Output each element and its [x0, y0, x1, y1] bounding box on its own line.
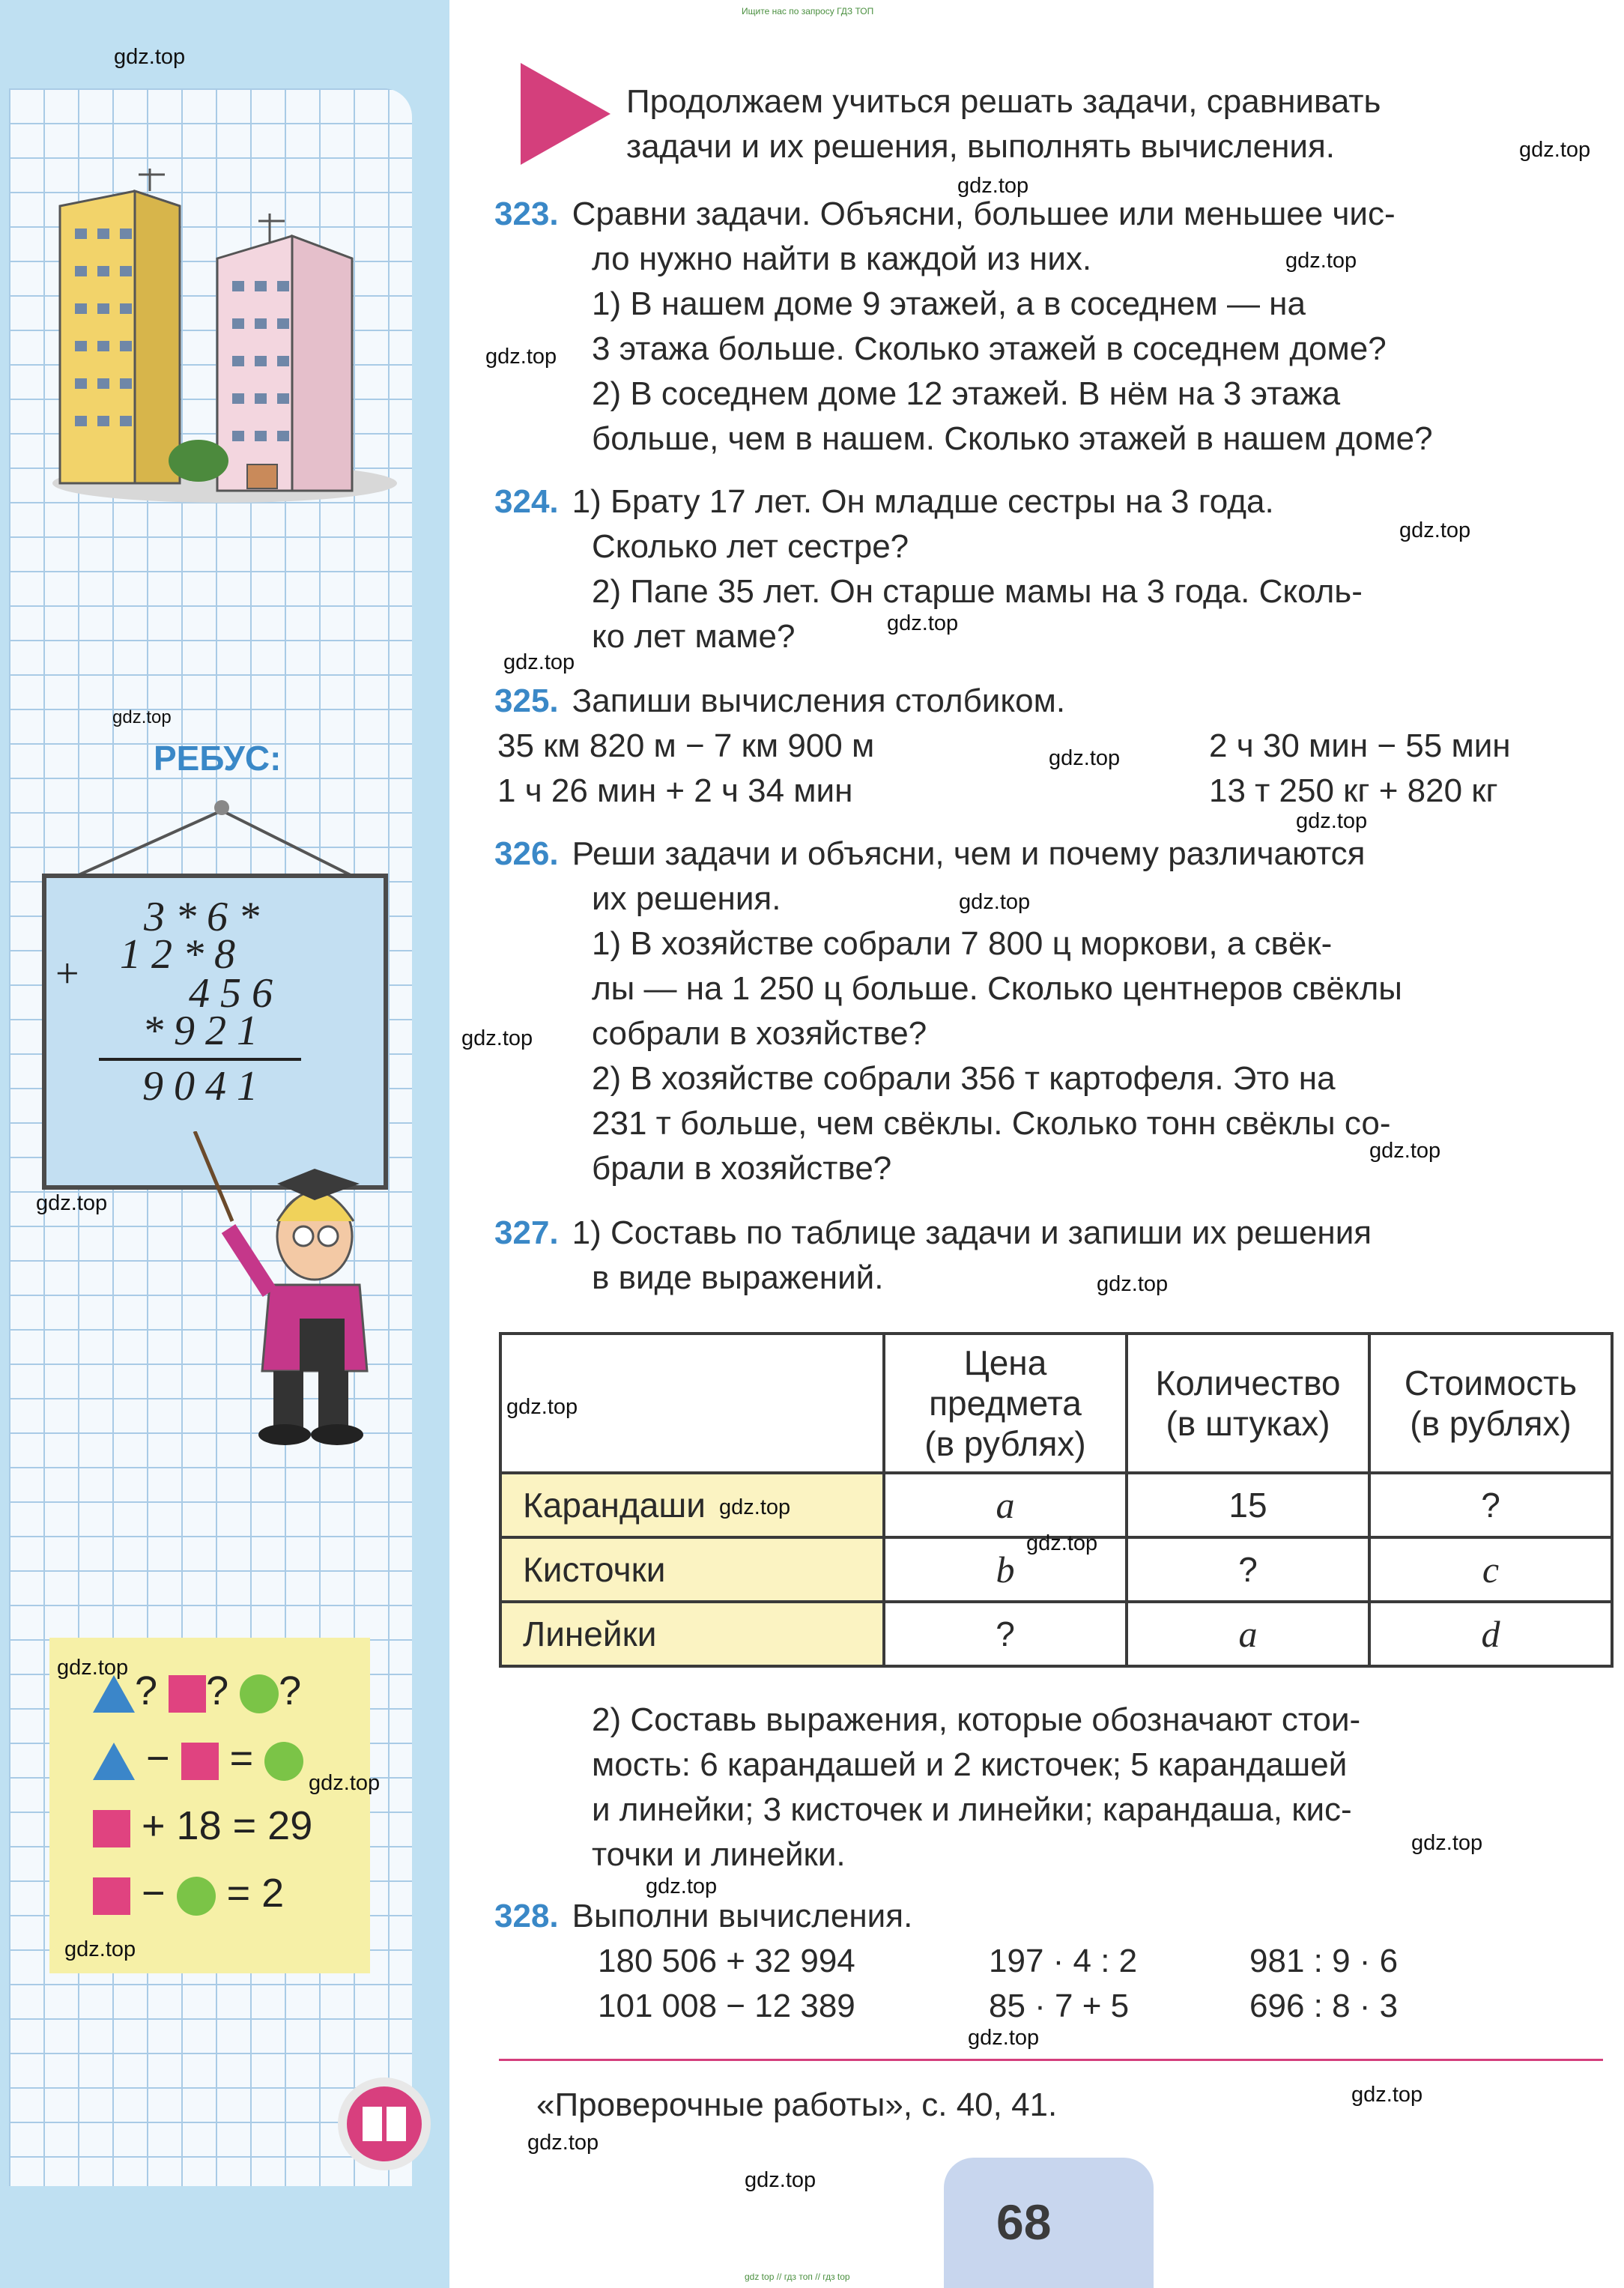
footer-reference: «Проверочные работы», с. 40, 41.: [536, 2086, 1058, 2123]
watermark: gdz.top: [968, 2026, 1040, 2050]
task-327-part2: 2) Составь выражения, которые обозначают стои- мость: 6 карандашей и 2 кисточек; 5 карандашей и линейки; 3 кисточек и линейки; карандаша, кис- точки и линейки.: [592, 1701, 1361, 1873]
watermark: gdz.top: [1049, 746, 1121, 770]
footer-divider: [499, 2059, 1603, 2061]
watermark: gdz.top: [57, 1656, 129, 1680]
task-324: 324. 1) Брату 17 лет. Он младше сестры на 3 года. Сколько лет сестре? 2) Папе 35 лет. Он старше мамы на 3 года. Сколь- ко лет маме?: [494, 483, 1363, 655]
square-icon: [169, 1675, 206, 1713]
watermark: gdz.top: [646, 1874, 718, 1898]
book-icon: [336, 2075, 433, 2173]
watermark: gdz.top: [745, 2168, 816, 2192]
sum-line: [99, 1058, 301, 1061]
rebus-row-1: 3*6*: [144, 894, 270, 940]
task-328-col2: 197 · 4 : 2 85 · 7 + 5: [989, 1943, 1138, 2024]
plus-sign: +: [55, 951, 90, 997]
circle-icon: [240, 1674, 279, 1713]
puzzle-row-2: + 18 = 29: [93, 1803, 312, 1849]
watermark: gdz.top: [114, 45, 186, 69]
task-328-col1: 180 506 + 32 994 101 008 − 12 389: [598, 1943, 855, 2024]
rebus-row-2: 12*8: [120, 931, 246, 978]
intro: Продолжаем учиться решать задачи, сравнивать задачи и их решения, выполнять вычисления.: [626, 83, 1381, 165]
table-header-cost: Стоимость (в рублях): [1369, 1334, 1612, 1473]
task-325-col1: 35 км 820 м − 7 км 900 м 1 ч 26 мин + 2 ч 34 мин: [497, 727, 875, 809]
triangle-icon: [93, 1675, 135, 1713]
rebus-row-5: 9041: [142, 1063, 268, 1110]
task-325: 325. Запиши вычисления столбиком.: [494, 683, 1066, 719]
watermark: gdz.top: [309, 1771, 381, 1795]
rebus-row-4: *921: [142, 1008, 268, 1054]
watermark: gdz.top: [503, 650, 575, 674]
watermark: gdz.top: [36, 1191, 108, 1215]
square-icon: [93, 1877, 130, 1915]
table-row: Карандаши a 15 ?: [500, 1473, 1612, 1537]
circle-icon: [177, 1877, 216, 1916]
square-icon: [93, 1810, 130, 1847]
watermark: gdz.top: [957, 174, 1029, 198]
triangle-icon: [93, 1743, 135, 1780]
page-number: 68: [996, 2194, 1052, 2250]
watermark: gdz.top: [1026, 1531, 1098, 1555]
watermark: gdz.top: [1097, 1272, 1169, 1296]
rebus-row-3: 456: [189, 970, 283, 1017]
table-header-price: Цена предмета (в рублях): [884, 1334, 1127, 1473]
watermark: gdz.top: [527, 2131, 599, 2155]
watermark: gdz.top: [1296, 809, 1368, 833]
watermark: gdz.top: [461, 1026, 533, 1050]
price-table: [499, 1332, 1614, 1668]
square-icon: [181, 1743, 219, 1780]
puzzle-row-3: − = 2: [93, 1870, 284, 1916]
shape-puzzle: [49, 1638, 370, 1973]
puzzle-row-question: ? ? ?: [93, 1668, 301, 1714]
table-header-quantity: Количество (в штуках): [1127, 1334, 1369, 1473]
watermark: gdz.top: [485, 345, 557, 369]
task-328: 328. Выполни вычисления.: [494, 1898, 913, 1934]
bottom-note: gdz top // гдз топ // гдз top: [745, 2272, 850, 2282]
task-328-col3: 981 : 9 · 6 696 : 8 · 3: [1249, 1943, 1399, 2024]
watermark: gdz.top: [959, 890, 1031, 914]
task-323: 323. Сравни задачи. Объясни, большее или меньшее чис- ло нужно найти в каждой из них. 1) В нашем доме 9 этажей, а в соседнем — на 3 этажа больше. Сколько этажей в соседнем доме? 2) В соседнем доме 12 этажей. В нём на 3 этажа больше, чем в нашем. Сколько этажей в нашем доме?: [494, 196, 1433, 457]
section-marker-icon: [521, 63, 610, 165]
top-note: Ищите нас по запросу ГДЗ ТОП: [742, 6, 874, 16]
circle-icon: [264, 1742, 303, 1781]
watermark: gdz.top: [1351, 2083, 1423, 2107]
watermark: gdz.top: [887, 611, 959, 635]
watermark: gdz.top: [64, 1937, 136, 1961]
task-327: 327. 1) Составь по таблице задачи и запиши их решения в виде выражений.: [494, 1214, 1372, 1296]
task-325-col2: 2 ч 30 мин − 55 мин 13 т 250 кг + 820 кг: [1209, 727, 1511, 809]
task-326: 326. Реши задачи и объясни, чем и почему различаются их решения. 1) В хозяйстве собрали 7 800 ц моркови, а свёк- лы — на 1 250 ц больше. Сколько центнеров свёклы собрали в хозяйстве? 2) В хозяйстве собрали 356 т картофеля. Это на 231 т больше, чем свёклы. Сколько тонн свёклы со- брали в хозяйстве?: [494, 835, 1402, 1187]
watermark: gdz.top: [1519, 138, 1591, 162]
watermark: gdz.top: [112, 707, 172, 727]
rebus-title: РЕБУС:: [154, 739, 282, 778]
watermark: gdz.top: [506, 1395, 578, 1419]
puzzle-row-1: − =: [93, 1735, 303, 1782]
watermark: gdz.top: [1399, 518, 1471, 542]
table-row: Кисточки b ? c: [500, 1537, 1612, 1602]
board-string: [42, 794, 387, 884]
teacher-illustration: [187, 1131, 412, 1453]
watermark: gdz.top: [719, 1495, 791, 1519]
watermark: gdz.top: [1411, 1831, 1483, 1855]
table-row: Линейки ? a d: [500, 1602, 1612, 1666]
watermark: gdz.top: [1285, 249, 1357, 273]
watermark: gdz.top: [1369, 1139, 1441, 1163]
buildings-illustration: [45, 161, 397, 506]
